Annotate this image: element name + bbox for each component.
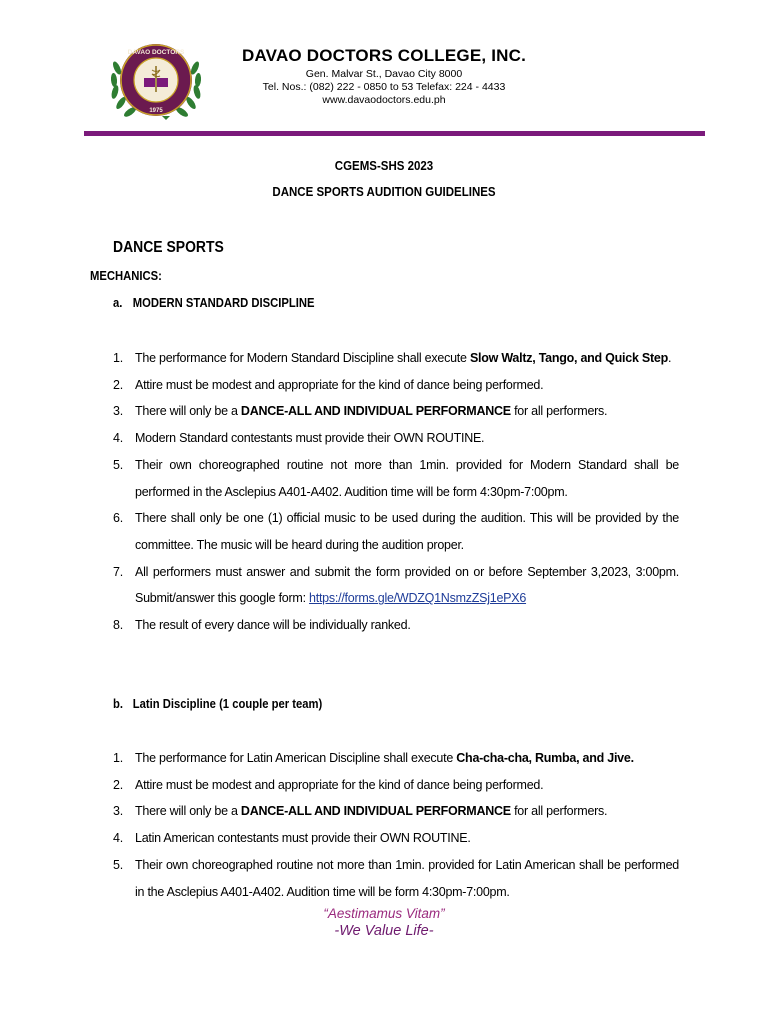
college-seal-logo (108, 38, 204, 124)
list-item (113, 372, 679, 399)
list-item (113, 505, 679, 558)
list-item-plain-text: There shall only be one (1) official music to be used during the audition. This will be provided by the committee. The music will be heard during the audition proper. (135, 511, 679, 552)
list-item-number: 1. (113, 351, 123, 365)
document-title-line-1: CGEMS-SHS 2023 (334, 159, 434, 173)
list-item-emphasis: DANCE-ALL AND INDIVIDUAL PERFORMANCE (240, 804, 511, 819)
list-item-number: 2. (113, 377, 123, 392)
latin-discipline-list (113, 745, 679, 905)
list-item-text (135, 458, 679, 499)
list-item-text (135, 778, 543, 792)
list-item-text (135, 858, 679, 899)
list-item-plain-text: Modern Standard contestants must provide their OWN ROUTINE. (135, 431, 485, 446)
list-item-emphasis: Slow Waltz, Tango, and Quick Step (469, 351, 668, 365)
list-item-plain-text: The performance for Latin American Discipline shall execute (135, 751, 457, 765)
subsection-letter: b. (113, 697, 123, 711)
svg-text:1975: 1975 (149, 108, 163, 114)
list-item-plain-text: The result of every dance will be individually ranked. (135, 618, 411, 633)
footer-motto-translation: -We Value Life- (334, 923, 434, 939)
list-item-text (135, 831, 471, 845)
list-item (113, 825, 679, 852)
list-item-number: 8. (113, 618, 123, 633)
list-item-text (135, 511, 679, 552)
list-item-number: 5. (113, 857, 123, 872)
list-item (113, 398, 679, 425)
list-item (113, 425, 679, 452)
list-item-number: 6. (113, 511, 123, 526)
list-item-plain-text: for all performers. (510, 804, 608, 819)
list-item-text (135, 751, 634, 765)
list-item-plain-text: All performers must answer and submit the form provided on or before September 3,2023, 3:00pm. Submit/answer this google form: (135, 564, 679, 606)
footer-motto: “Aestimamus Vitam” (323, 906, 445, 921)
list-item-plain-text: There will only be a (135, 804, 241, 819)
list-item (113, 745, 679, 772)
list-item-number: 4. (113, 431, 123, 446)
subsection-a-heading (113, 296, 314, 310)
list-item (113, 559, 679, 612)
list-item (113, 612, 679, 639)
google-form-link[interactable]: https://forms.gle/WDZQ1NsmzZSj1ePX6 (309, 591, 527, 606)
list-item-text (135, 804, 607, 818)
list-item-emphasis: Cha-cha-cha, Rumba, and Jive. (456, 751, 634, 765)
school-phone: Tel. Nos.: (082) 222 - 0850 to 53 Telefax: 224 - 4433 (262, 81, 506, 93)
subsection-title: Latin Discipline (1 couple per team) (132, 697, 323, 711)
modern-standard-list (113, 345, 679, 639)
school-name: DAVAO DOCTORS COLLEGE, INC. (241, 46, 527, 65)
list-item-plain-text: The performance for Modern Standard Discipline shall execute (135, 351, 470, 365)
section-heading: DANCE SPORTS (113, 239, 224, 256)
list-item-number: 3. (113, 804, 123, 819)
list-item (113, 772, 679, 799)
list-item (113, 345, 679, 372)
list-item-text (135, 404, 607, 418)
list-item-text (135, 351, 671, 365)
list-item-plain-text: . (667, 351, 672, 365)
school-website: www.davaodoctors.edu.ph (322, 94, 446, 106)
list-item-number: 3. (113, 404, 123, 419)
list-item-plain-text: Latin American contestants must provide their OWN ROUTINE. (135, 831, 471, 846)
list-item-text (135, 431, 484, 445)
list-item-emphasis: DANCE-ALL AND INDIVIDUAL PERFORMANCE (240, 404, 511, 419)
list-item-number: 7. (113, 564, 123, 579)
document-title-line-2: DANCE SPORTS AUDITION GUIDELINES (272, 185, 496, 199)
subsection-letter: a. (113, 296, 123, 310)
header-divider (84, 131, 705, 136)
list-item-plain-text: Attire must be modest and appropriate for the kind of dance being performed. (135, 377, 544, 392)
list-item-text (135, 378, 543, 392)
list-item-text (135, 618, 411, 632)
list-item-plain-text: There will only be a (135, 404, 241, 419)
list-item-plain-text: Attire must be modest and appropriate for the kind of dance being performed. (135, 777, 544, 792)
svg-text:DAVAO DOCTORS: DAVAO DOCTORS (127, 49, 185, 56)
list-item-number: 2. (113, 777, 123, 792)
list-item (113, 798, 679, 825)
subsection-b-heading (113, 697, 322, 711)
list-item-plain-text: for all performers. (510, 404, 608, 419)
mechanics-label: MECHANICS: (90, 269, 162, 283)
list-item-plain-text: Their own choreographed routine not more than 1min. provided for Latin American shall be performed in the Asclepius A401-A402. Audition time will be form 4:30pm-7:00pm. (135, 857, 679, 899)
list-item-number: 1. (113, 751, 123, 765)
list-item-plain-text: Their own choreographed routine not more than 1min. provided for Modern Standard shall be performed in the Asclepius A401-A402. Audition time will be form 4:30pm-7:00pm. (135, 457, 679, 499)
list-item (113, 452, 679, 505)
list-item-number: 4. (113, 831, 123, 846)
list-item-text (135, 565, 679, 606)
list-item-number: 5. (113, 457, 123, 472)
school-address: Gen. Malvar St., Davao City 8000 (305, 68, 463, 80)
subsection-title: MODERN STANDARD DISCIPLINE (132, 296, 315, 310)
list-item (113, 852, 679, 905)
